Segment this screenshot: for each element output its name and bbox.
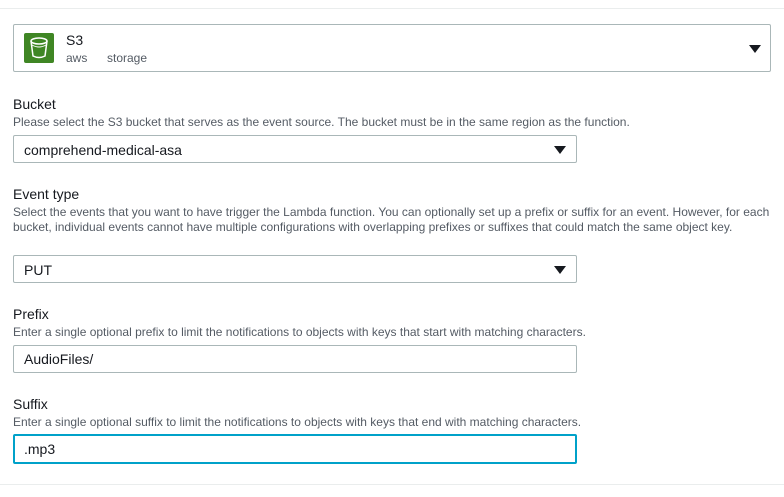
chevron-down-icon[interactable] xyxy=(749,45,761,53)
suffix-description: Enter a single optional suffix to limit the notifications to objects with keys that end with matching characters. xyxy=(13,415,582,429)
suffix-input[interactable] xyxy=(15,436,575,462)
prefix-field[interactable] xyxy=(13,345,577,373)
event-type-select-value: PUT xyxy=(24,262,52,278)
chevron-down-icon[interactable] xyxy=(554,266,566,274)
service-name: S3 xyxy=(66,32,84,48)
event-type-select[interactable] xyxy=(13,255,577,283)
service-tag-category: storage xyxy=(107,51,148,65)
trigger-service-select[interactable] xyxy=(13,24,771,72)
bucket-select-value: comprehend-medical-asa xyxy=(24,142,182,158)
s3-bucket-icon xyxy=(24,33,54,63)
prefix-description: Enter a single optional prefix to limit the notifications to objects with keys that start with matching characters. xyxy=(13,325,586,339)
bottom-divider xyxy=(0,484,784,485)
prefix-label: Prefix xyxy=(13,306,49,322)
bucket-label: Bucket xyxy=(13,96,56,112)
prefix-input[interactable] xyxy=(14,346,576,372)
top-divider xyxy=(0,8,784,9)
chevron-down-icon[interactable] xyxy=(554,146,566,154)
event-type-label: Event type xyxy=(13,186,80,202)
suffix-field[interactable] xyxy=(13,434,577,464)
bucket-description: Please select the S3 bucket that serves as the event source. The bucket must be in the same region as the function. xyxy=(13,115,630,129)
service-tag-provider: aws xyxy=(66,51,88,65)
bucket-select[interactable] xyxy=(13,135,577,163)
suffix-label: Suffix xyxy=(13,396,48,412)
event-type-description: Select the events that you want to have trigger the Lambda function. You can optionally set up a prefix or suffix for an event. However, for each bucket, individual events cannot have multiple configurations with overlapping prefixes or suffixes that could match the same object key. xyxy=(13,205,770,234)
